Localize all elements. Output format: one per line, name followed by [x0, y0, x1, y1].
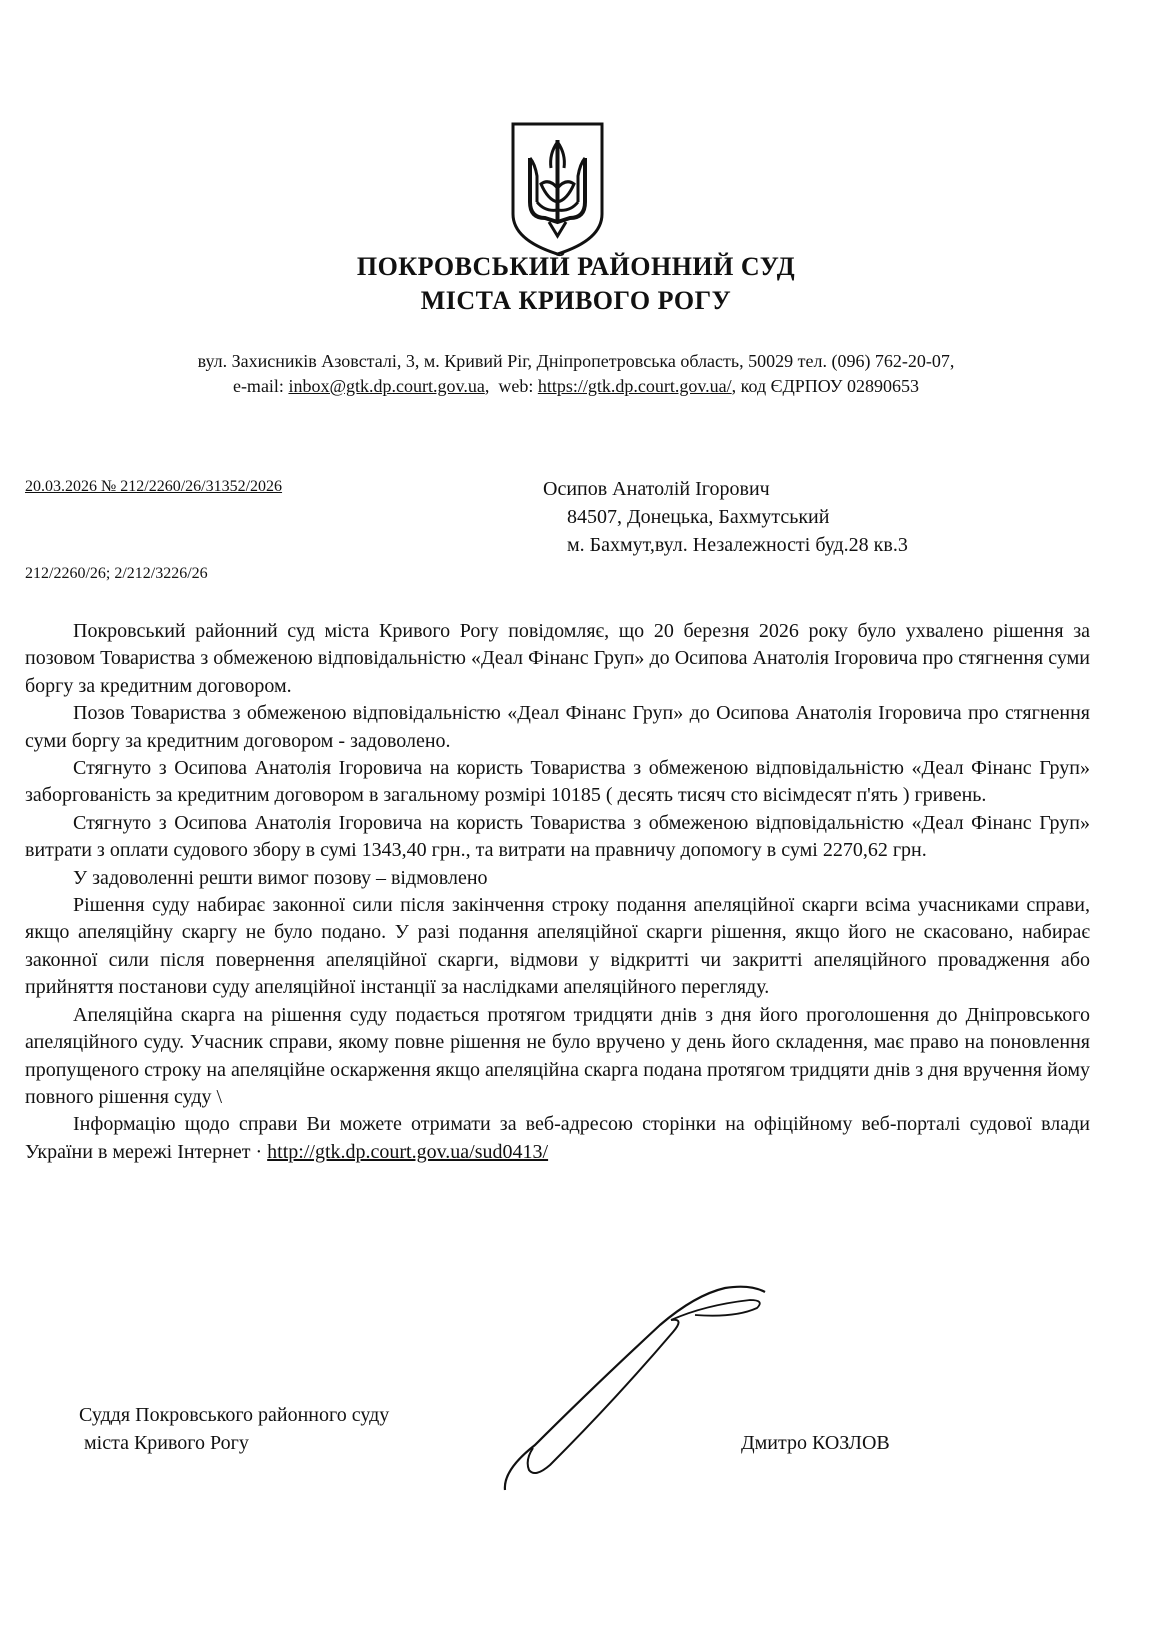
letter-date-number: 20.03.2026 № 212/2260/26/31352/2026: [25, 478, 283, 495]
court-address: вул. Захисників Азовсталі, 3, м. Кривий Ріг, Дніпропетровська область, 50029 тел. (096) 762-20-07,: [197, 351, 955, 371]
web-link[interactable]: https://gtk.dp.court.gov.ua/: [537, 376, 732, 396]
court-contacts: e-mail: inbox@gtk.dp.court.gov.ua, web: https://gtk.dp.court.gov.ua/, код ЄДРПОУ 02890653: [232, 376, 920, 396]
info-text: Інформацію щодо справи Ви можете отримати за веб-адресою сторінки на офіційному веб-порталі судової влади України в мережі Інтернет ·: [25, 1113, 1090, 1163]
paragraph-debt-recovered: Стягнуто з Осипова Анатолія Ігоровича на користь Товариства з обмеженою відповідальністю «Деал Фінанс Груп» заборгованість за кредитним договором в загальному розмірі 10185 ( десять тисяч сто вісімдесят п'ять ) гривень.: [25, 757, 1090, 807]
paragraph-decision-notice: Покровський районний суд міста Кривого Рогу повідомляє, що 20 березня 2026 року було ухвалено рішення за позовом Товариства з обмеженою відповідальністю «Деал Фінанс Груп» до Осипова Анатолія Ігоровича про стягнення суми боргу за кредитним договором.: [25, 620, 1090, 697]
paragraph-legal-force: Рішення суду набирає законної сили після закінчення строку подання апеляційної скарги всіма учасниками справи, якщо апеляційну скаргу не було подано. У разі подання апеляційної скарги рішення, якщо його не скасовано, набирає законної сили після повернення апеляційної скарги, відмови у відкритті чи закритті апеляційного провадження або прийняття постанови суду апеляційної інстанції за наслідками апеляційного перегляду.: [25, 894, 1090, 999]
letter-body: [25, 618, 1090, 1166]
case-info-link[interactable]: http://gtk.dp.court.gov.ua/sud0413/: [267, 1140, 549, 1163]
paragraph-costs-recovered: Стягнуто з Осипова Анатолія Ігоровича на користь Товариства з обмеженою відповідальністю «Деал Фінанс Груп» витрати з оплати судового збору в сумі 1343,40 грн., та витрати на правничу допомогу в сумі 2270,62 грн.: [25, 811, 1090, 862]
court-name-line2: МІСТА КРИВОГО РОГУ: [420, 286, 732, 315]
email-label: e-mail:: [232, 376, 284, 396]
web-label: web:: [498, 376, 534, 396]
recipient-name: Осипов Анатолій Ігорович: [543, 478, 770, 500]
judge-position-line2: міста Кривого Рогу: [84, 1432, 249, 1454]
edrpou-code: , код ЄДРПОУ 02890653: [731, 376, 920, 396]
judge-signature: [495, 1270, 785, 1500]
recipient-address-line2: м. Бахмут,вул. Незалежності буд.28 кв.3: [567, 534, 908, 556]
case-numbers: 212/2260/26; 2/212/3226/26: [25, 565, 208, 582]
coat-of-arms-icon: [505, 118, 610, 258]
paragraph-claim-granted: Позов Товариства з обмеженою відповідальністю «Деал Фінанс Груп» до Осипова Анатолія Ігоровича про стягнення суми боргу за кредитним договором - задоволено.: [25, 702, 1090, 752]
recipient-address-line1: 84507, Донецька, Бахмутський: [567, 506, 830, 528]
paragraph-appeal: Апеляційна скарга на рішення суду подається протягом тридцяти днів з дня його проголошення до Дніпровського апеляційного суду. Учасник справи, якому повне рішення не було вручено у день його складення, має право на поновлення пропущеного строку на апеляційне оскарження якщо апеляційна скарга подана протягом тридцяти днів з дня вручення йому повного рішення суду \: [25, 1003, 1090, 1108]
paragraph-info: [25, 1111, 1090, 1166]
paragraph-rest-denied: У задоволенні решти вимог позову – відмовлено: [73, 866, 488, 889]
email-link[interactable]: inbox@gtk.dp.court.gov.ua: [288, 376, 485, 396]
judge-position-line1: Суддя Покровського районного суду: [79, 1404, 390, 1426]
court-name-line1: ПОКРОВСЬКИЙ РАЙОННИЙ СУД: [356, 252, 796, 281]
judge-name: Дмитро КОЗЛОВ: [741, 1432, 890, 1454]
